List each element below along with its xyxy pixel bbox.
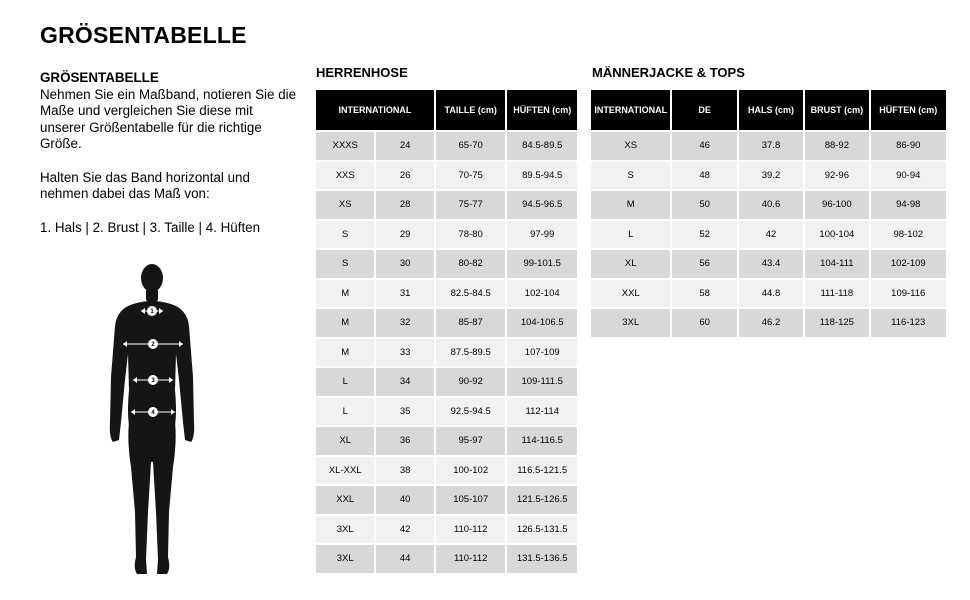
cell-size-number: 32	[376, 309, 433, 337]
cell-brust: 92-96	[805, 162, 868, 190]
column-header-hueften: HÜFTEN (cm)	[871, 90, 946, 130]
table-row	[591, 132, 946, 160]
cell-hueften: 97-99	[507, 221, 577, 249]
cell-brust: 111-118	[805, 280, 868, 308]
cell-de: 58	[672, 280, 736, 308]
cell-hueften: 99-101.5	[507, 250, 577, 278]
cell-hueften: 94-98	[871, 191, 946, 219]
cell-international: 3XL	[316, 545, 374, 573]
cell-hals: 46.2	[739, 309, 803, 337]
column-header-hueften: HÜFTEN (cm)	[507, 90, 577, 130]
column-header-international: INTERNATIONAL	[591, 90, 670, 130]
table-header-row	[316, 90, 577, 130]
cell-taille: 87.5-89.5	[436, 339, 506, 367]
table-row	[316, 486, 577, 514]
table-row	[591, 280, 946, 308]
cell-taille: 105-107	[436, 486, 506, 514]
intro-paragraph-2: Halten Sie das Band horizontal und nehmen dabei das Maß von:	[40, 169, 250, 201]
cell-hueften: 126.5-131.5	[507, 516, 577, 544]
cell-international: XXL	[591, 280, 670, 308]
cell-size-number: 30	[376, 250, 433, 278]
cell-taille: 82.5-84.5	[436, 280, 506, 308]
cell-brust: 100-104	[805, 221, 868, 249]
cell-de: 46	[672, 132, 736, 160]
cell-taille: 80-82	[436, 250, 506, 278]
cell-brust: 96-100	[805, 191, 868, 219]
cell-international: L	[591, 221, 670, 249]
cell-size-number: 44	[376, 545, 433, 573]
cell-international: XXS	[316, 162, 374, 190]
cell-hals: 42	[739, 221, 803, 249]
table-row	[316, 309, 577, 337]
cell-de: 48	[672, 162, 736, 190]
cell-hueften: 86-90	[871, 132, 946, 160]
cell-taille: 70-75	[436, 162, 506, 190]
table-row	[316, 191, 577, 219]
cell-hueften: 109-116	[871, 280, 946, 308]
page-title: GRÖSENTABELLE	[40, 22, 247, 48]
cell-brust: 88-92	[805, 132, 868, 160]
maennerjacke-title: MÄNNERJACKE & TOPS	[592, 65, 745, 80]
cell-international: XS	[316, 191, 374, 219]
measure-marker-2: 2	[151, 342, 155, 349]
cell-brust: 118-125	[805, 309, 868, 337]
table-row	[316, 427, 577, 455]
cell-international: M	[316, 280, 374, 308]
cell-hals: 40.6	[739, 191, 803, 219]
cell-size-number: 33	[376, 339, 433, 367]
cell-size-number: 40	[376, 486, 433, 514]
cell-hueften: 131.5-136.5	[507, 545, 577, 573]
cell-size-number: 35	[376, 398, 433, 426]
cell-hueften: 112-114	[507, 398, 577, 426]
cell-international: S	[316, 250, 374, 278]
cell-hueften: 114-116.5	[507, 427, 577, 455]
cell-hueften: 109-111.5	[507, 368, 577, 396]
cell-international: S	[591, 162, 670, 190]
cell-taille: 92.5-94.5	[436, 398, 506, 426]
cell-international: XL	[591, 250, 670, 278]
cell-hals: 37.8	[739, 132, 803, 160]
cell-de: 56	[672, 250, 736, 278]
cell-hals: 44.8	[739, 280, 803, 308]
cell-hueften: 98-102	[871, 221, 946, 249]
cell-international: S	[316, 221, 374, 249]
column-header-brust: BRUST (cm)	[805, 90, 868, 130]
cell-hueften: 121.5-126.5	[507, 486, 577, 514]
column-header-de: DE	[672, 90, 736, 130]
cell-de: 52	[672, 221, 736, 249]
table-row	[316, 339, 577, 367]
table-row	[591, 309, 946, 337]
cell-hueften: 102-109	[871, 250, 946, 278]
cell-size-number: 29	[376, 221, 433, 249]
cell-hueften: 116-123	[871, 309, 946, 337]
herrenhose-title: HERRENHOSE	[316, 65, 408, 80]
intro-paragraph-1: Nehmen Sie ein Maßband, notieren Sie die Maße und vergleichen Sie diese mit unserer Größentabelle für die richtige Größe.	[40, 86, 297, 151]
cell-international: M	[316, 309, 374, 337]
table-row	[316, 545, 577, 573]
table-row	[316, 280, 577, 308]
cell-size-number: 34	[376, 368, 433, 396]
cell-taille: 110-112	[436, 516, 506, 544]
cell-de: 50	[672, 191, 736, 219]
cell-size-number: 42	[376, 516, 433, 544]
intro-text	[40, 70, 298, 236]
table-row	[316, 516, 577, 544]
cell-hals: 43.4	[739, 250, 803, 278]
table-row	[316, 398, 577, 426]
cell-international: XXL	[316, 486, 374, 514]
cell-international: M	[591, 191, 670, 219]
cell-hueften: 90-94	[871, 162, 946, 190]
table-row	[591, 250, 946, 278]
cell-size-number: 38	[376, 457, 433, 485]
cell-taille: 100-102	[436, 457, 506, 485]
measure-marker-1: 1	[150, 309, 154, 316]
table-header-row	[591, 90, 946, 130]
measure-marker-4: 4	[151, 410, 155, 417]
table-row	[316, 162, 577, 190]
column-header-international: INTERNATIONAL	[316, 90, 434, 130]
column-header-taille: TAILLE (cm)	[436, 90, 506, 130]
cell-size-number: 28	[376, 191, 433, 219]
cell-taille: 110-112	[436, 545, 506, 573]
cell-size-number: 24	[376, 132, 433, 160]
cell-size-number: 36	[376, 427, 433, 455]
table-row	[316, 221, 577, 249]
cell-taille: 78-80	[436, 221, 506, 249]
cell-international: XS	[591, 132, 670, 160]
intro-subtitle: GRÖSENTABELLE	[40, 70, 159, 85]
table-row	[591, 162, 946, 190]
cell-hueften: 107-109	[507, 339, 577, 367]
cell-de: 60	[672, 309, 736, 337]
cell-hueften: 94.5-96.5	[507, 191, 577, 219]
cell-hueften: 89.5-94.5	[507, 162, 577, 190]
table-row	[591, 221, 946, 249]
cell-brust: 104-111	[805, 250, 868, 278]
cell-taille: 65-70	[436, 132, 506, 160]
cell-international: 3XL	[591, 309, 670, 337]
human-silhouette-icon	[95, 262, 213, 582]
column-header-hals: HALS (cm)	[739, 90, 803, 130]
cell-size-number: 26	[376, 162, 433, 190]
cell-size-number: 31	[376, 280, 433, 308]
cell-hueften: 104-106.5	[507, 309, 577, 337]
table-row	[316, 368, 577, 396]
cell-hals: 39.2	[739, 162, 803, 190]
cell-hueften: 102-104	[507, 280, 577, 308]
cell-international: M	[316, 339, 374, 367]
measure-marker-3: 3	[151, 378, 155, 385]
cell-taille: 85-87	[436, 309, 506, 337]
cell-international: XL-XXL	[316, 457, 374, 485]
cell-taille: 75-77	[436, 191, 506, 219]
cell-hueften: 116.5-121.5	[507, 457, 577, 485]
cell-taille: 90-92	[436, 368, 506, 396]
maennerjacke-size-table	[589, 88, 948, 339]
cell-international: L	[316, 398, 374, 426]
herrenhose-size-table	[314, 88, 579, 575]
cell-international: 3XL	[316, 516, 374, 544]
cell-taille: 95-97	[436, 427, 506, 455]
cell-hueften: 84.5-89.5	[507, 132, 577, 160]
cell-international: L	[316, 368, 374, 396]
table-row	[316, 457, 577, 485]
intro-paragraph-3: 1. Hals | 2. Brust | 3. Taille | 4. Hüften	[40, 219, 261, 235]
table-row	[316, 132, 577, 160]
table-row	[316, 250, 577, 278]
table-row	[591, 191, 946, 219]
cell-international: XXXS	[316, 132, 374, 160]
cell-international: XL	[316, 427, 374, 455]
